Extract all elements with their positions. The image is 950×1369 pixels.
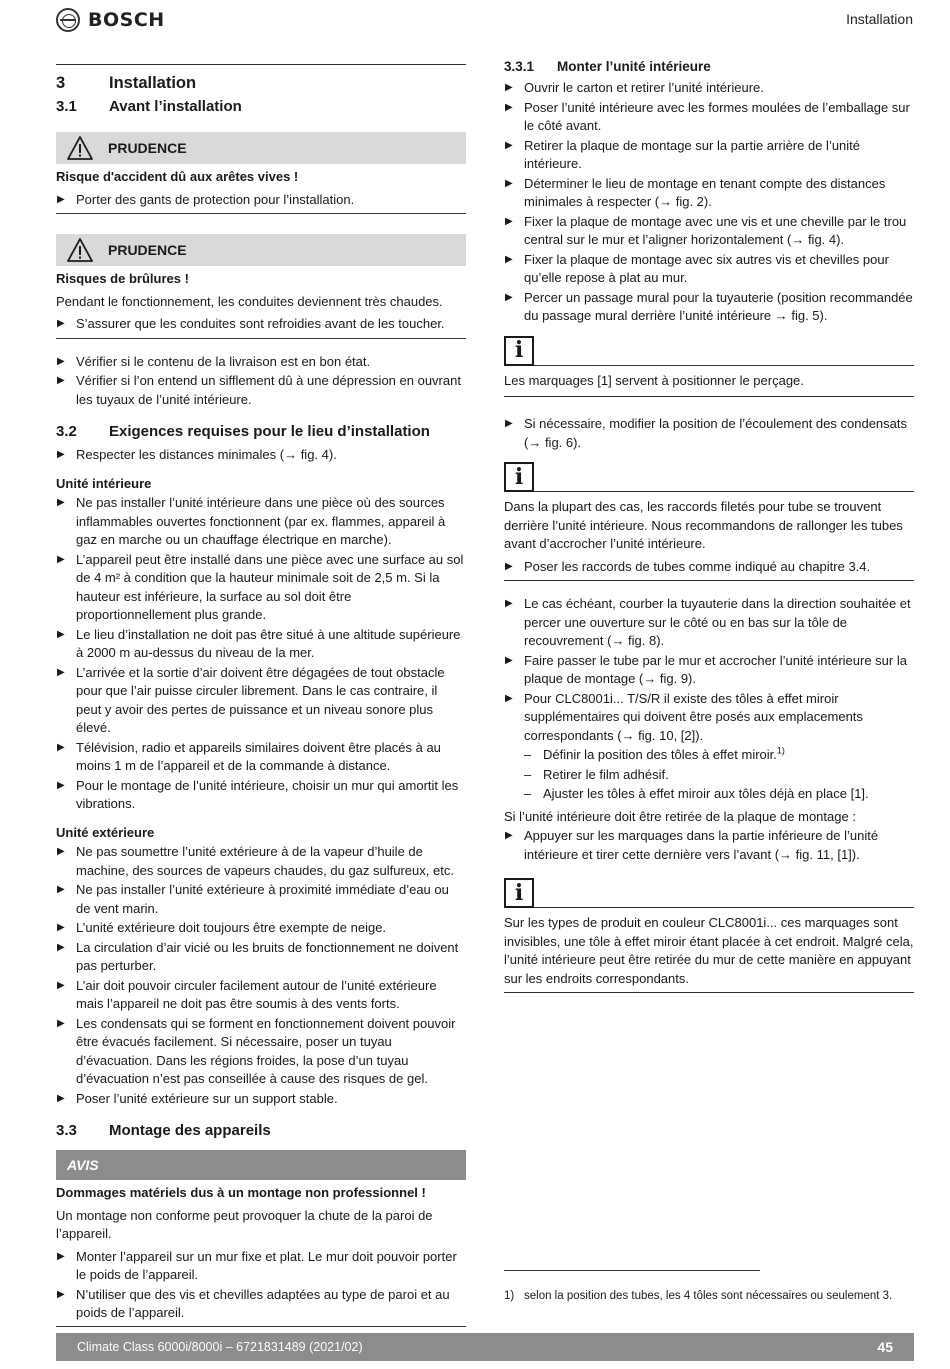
bullet-arrow-icon: ▶ [505,418,513,429]
bullet-arrow-icon: ▶ [57,497,65,508]
bullet-arrow-icon: ▶ [57,1288,65,1300]
bullet-arrow-icon: ▶ [57,884,65,895]
bullet-arrow-icon: ▶ [57,449,65,460]
warning-body [56,191,466,215]
list-item: ▶ L’unité extérieure doit toujours être exempte de neige. [56,919,466,938]
bullet-arrow-icon: ▶ [505,101,513,113]
list-item: ▶ Déterminer le lieu de montage en tenant compte des distances minimales à respecter (→ fig. 2). [505,175,886,209]
bullet-arrow-icon: ▶ [57,1017,65,1029]
list-item: ▶ S’assurer que les conduites sont refroidies avant de les toucher. [56,315,466,334]
list-item: ▶ Fixer la plaque de montage avec une vis et une cheville par le trou central sur le mur et l’aligner horizontalement (→ fig. 4). [505,213,907,247]
subheading-unite-exterieure: Unité extérieure [56,824,155,840]
heading-avant-installation: 3.1 Avant l’installation [56,98,242,115]
list-item: ▶ Poser l’unité extérieure sur un support stable. [56,1090,466,1109]
footer-doc-info: Climate Class 6000i/8000i – 6721831489 (2021/02) [77,1339,363,1354]
list-item: – Retirer le film adhésif. [524,766,669,782]
bullet-arrow-icon: ▶ [57,666,65,678]
page-footer [56,1333,914,1361]
footnote-number: 1) [504,1290,515,1302]
info-body-3 [504,914,914,993]
footnote [504,1287,892,1306]
list-item: ▶ Appuyer sur les marquages dans la partie inférieure de l’unité intérieure et tirer cette dernière vers l’avant (→ fig. 11, [1]). [505,828,879,862]
list-item: ▶ Ne pas soumettre l’unité extérieure à de la vapeur d’huile de machine, des sources de vapeurs chaudes, du gaz sulfureux, etc. [57,844,454,878]
notice-text: Un montage non conforme peut provoquer la chute de la paroi de l’appareil. [56,1207,433,1241]
bullet-arrow-icon: ▶ [57,1250,65,1262]
bosch-logo [56,8,165,32]
bullet-arrow-icon: ▶ [57,779,65,791]
warning-bar-1 [56,132,466,164]
bullet-arrow-icon: ▶ [505,560,513,572]
info-body-1 [504,372,914,398]
list-item: ▶ Télévision, radio et appareils similaires doivent être placés à au moins 1 m de l’appareil et de la commande à distance. [57,739,441,773]
notice-subtitle: Dommages matériels dus à un montage non professionnel ! [56,1185,426,1200]
info-text: Sur les types de produit en couleur CLC8001i... ces marquages sont invisibles, une tôle à effet miroir étant placée à cet endroit. Malgré cela, l’unité intérieure peut être retirée du mur de cette manière en appuyant sur les endroits correspondants. [504,915,914,986]
list-item: ▶ Faire passer le tube par le mur et accrocher l’unité intérieure sur la plaque de montage (→ fig. 9). [505,652,907,686]
list-item: ▶ Vérifier si l’on entend un sifflement dû à une dépression en ouvrant les tuyaux de l’unité intérieure. [57,373,461,407]
info-icon: i [504,336,534,366]
warning-text: Pendant le fonctionnement, les conduites deviennent très chaudes. [56,293,443,309]
list-item: ▶ Le lieu d’installation ne doit pas être situé à une altitude supérieure à 2000 m au-dessus du niveau de la mer. [57,626,461,660]
list-item: ▶ L’arrivée et la sortie d’air doivent être dégagées de tout obstacle pour que l’air puisse circuler librement. Dans le cas contraire, il peut y avoir des pertes de puissance et un niveau sonore plus élevé. [57,664,445,735]
info-icon: i [504,878,534,908]
list-item: ▶ Pour CLC8001i... T/S/R il existe des tôles à effet miroir supplémentaires qui doivent être posés aux emplacements correspondants (→ fig. 10, [2]). [505,690,863,743]
list-item: ▶ Porter des gants de protection pour l’installation. [56,191,466,210]
bullet-arrow-icon: ▶ [505,654,513,666]
miroir-sublist [524,746,914,804]
warning-title: PRUDENCE [108,241,187,258]
list-item: ▶ Pour le montage de l’unité intérieure, choisir un mur qui amortit les vibrations. [57,777,459,811]
list-item: ▶ Respecter les distances minimales (→ fig. 4). [56,446,466,465]
notice-bar: AVIS [56,1150,466,1180]
bullet-arrow-icon: ▶ [505,830,513,841]
exigences-list [56,446,466,465]
list-item: ▶ L’appareil peut être installé dans une pièce avec une surface au sol de 4 m² à condition que la hauteur minimale soit de 2,5 m. Si la hauteur est inférieure, la surface au sol doit être proportionnellement plus grande. [57,551,464,622]
page-header [0,0,950,40]
bullet-arrow-icon: ▶ [57,375,65,386]
warning-bar-2 [56,234,466,266]
warning-body [56,293,466,339]
footnote-ref: 1) [776,745,785,756]
list-item: ▶ Fixer la plaque de montage avec six autres vis et chevilles pour qu’elle repose à plat au mur. [505,251,889,285]
monter-list [504,79,914,326]
bullet-arrow-icon: ▶ [57,628,65,640]
bullet-arrow-icon: ▶ [57,846,65,857]
info-header-1 [504,336,914,366]
bullet-arrow-icon: ▶ [57,318,65,329]
heading-installation: 3 Installation [56,64,466,98]
list-item: ▶ La circulation d’air vicié ou les bruits de fonctionnement ne doivent pas perturber. [57,939,459,973]
remove-text: Si l’unité intérieure doit être retirée de la plaque de montage : [504,808,856,824]
bullet-arrow-icon: ▶ [57,922,65,933]
left-column [56,64,466,1327]
info-header-3 [504,878,914,908]
info-text: Dans la plupart des cas, les raccords filetés pour tube se trouvent derrière l’unité intérieure. Nous recommandons de rallonger les tubes avant d’accrocher l’unité intérieure. [504,499,903,551]
list-item: ▶ Si nécessaire, modifier la position de l’écoulement des condensats (→ fig. 6). [505,416,907,450]
list-item: – Ajuster les tôles à effet miroir aux tôles déjà en place [1]. [524,786,869,801]
heading-exigences: 3.2 Exigences requises pour le lieu d’installation [56,423,430,440]
brand-name: BOSCH [88,8,165,31]
list-item: ▶ L’air doit pouvoir circuler facilement autour de l’unité extérieure mais l’appareil ne doit pas être soumis à des vents forts. [57,977,437,1011]
bullet-arrow-icon: ▶ [505,215,513,227]
info-text: Les marquages [1] servent à positionner le perçage. [504,372,804,388]
info-body-2 [504,498,914,581]
info-icon: i [504,462,534,492]
header-section-title: Installation [846,11,913,27]
bullet-arrow-icon: ▶ [505,253,513,265]
condensats-list [504,415,914,452]
tuyauterie-list [504,595,914,745]
bullet-arrow-icon: ▶ [505,692,513,704]
list-item: ▶ Les condensats qui se forment en fonctionnement doivent pouvoir être évacués facilement. Si nécessaire, poser un tuyau d’évacuation. Dans les régions froides, la pose d’un tuyau d’évacuation n’est pas conseillée à cause des risques de gel. [57,1015,456,1086]
bullet-arrow-icon: ▶ [57,941,65,953]
warning-title: PRUDENCE [108,139,187,156]
list-item: ▶ Ne pas installer l’unité intérieure dans une pièce où des sources inflammables ouvertes fonctionnent (par ex. flammes, appareil à gaz en marche ou un chauffage électrique en marche). [57,495,446,547]
list-item: – Définir la position des tôles à effet miroir.$^{1)}$ [524,745,785,762]
bosch-armature-icon [56,8,80,32]
list-item: ▶ Retirer la plaque de montage sur la partie arrière de l’unité intérieure. [505,137,861,171]
list-item: ▶ Monter l’appareil sur un mur fixe et plat. Le mur doit pouvoir porter le poids de l’appareil. [57,1248,457,1282]
list-item: ▶ N’utiliser que des vis et chevilles adaptées au type de paroi et au poids de l’appareil. [57,1286,450,1320]
heading-montage: 3.3 Montage des appareils [56,1122,271,1139]
bullet-arrow-icon: ▶ [57,553,65,565]
remove-list [504,827,914,864]
check-list [56,353,466,410]
bullet-arrow-icon: ▶ [505,291,513,303]
list-item: ▶ Ouvrir le carton et retirer l’unité intérieure. [504,79,914,98]
list-item: ▶ Poser les raccords de tubes comme indiqué au chapitre 3.4. [504,558,914,577]
notice-body [56,1207,466,1327]
warning-triangle-icon [66,237,94,263]
warning-subtitle: Risque d'accident dû aux arêtes vives ! [56,169,299,184]
list-item: ▶ Le cas échéant, courber la tuyauterie dans la direction souhaitée et percer une ouverture sur le côté ou en bas sur la tôle de recouvrement (→ fig. 8). [505,596,911,648]
warning-subtitle: Risques de brûlures ! [56,271,189,286]
warning-triangle-icon [66,135,94,161]
page-number: 45 [877,1338,893,1355]
bullet-arrow-icon: ▶ [57,1092,65,1104]
list-item: ▶ Vérifier si le contenu de la livraison est en bon état. [56,353,466,372]
list-item: ▶ Percer un passage mural pour la tuyauterie (position recommandée du passage mural derrière l’unité intérieure → fig. 5). [505,289,913,323]
list-item: ▶ Ne pas installer l’unité extérieure à proximité immédiate d’eau ou de vent marin. [57,882,449,916]
bullet-arrow-icon: ▶ [57,741,65,753]
heading-monter-unite: 3.3.1 Monter l’unité intérieure [504,59,711,74]
right-column [504,58,914,993]
bullet-arrow-icon: ▶ [505,82,513,93]
bullet-arrow-icon: ▶ [57,355,65,367]
bullet-arrow-icon: ▶ [505,598,513,609]
indoor-list [56,494,466,814]
bullet-arrow-icon: ▶ [57,193,65,205]
bullet-arrow-icon: ▶ [505,139,513,151]
outdoor-list [56,843,466,1108]
bullet-arrow-icon: ▶ [505,177,513,189]
bullet-arrow-icon: ▶ [57,979,65,991]
footnote-divider [504,1270,760,1271]
subheading-unite-interieure: Unité intérieure [56,475,152,491]
footnote-text: selon la position des tubes, les 4 tôles sont nécessaires ou seulement 3. [524,1290,893,1302]
list-item: ▶ Poser l’unité intérieure avec les formes moulées de l’emballage sur le côté avant. [505,99,910,133]
info-header-2 [504,462,914,492]
